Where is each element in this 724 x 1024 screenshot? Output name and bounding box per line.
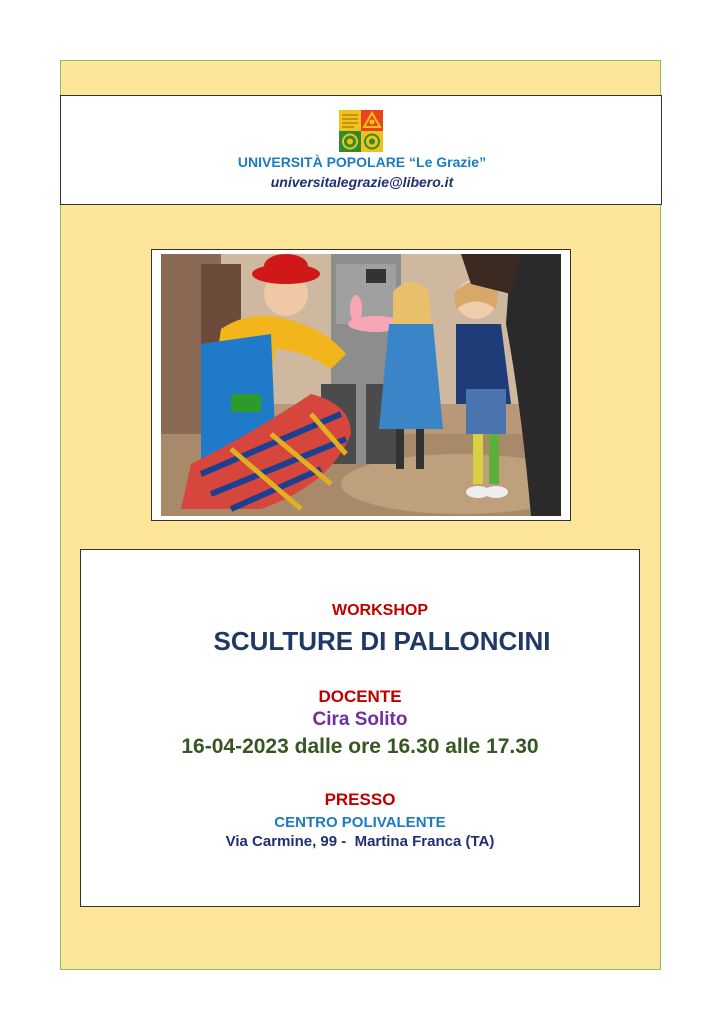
venue-label: PRESSO <box>324 790 396 809</box>
venue-name: CENTRO POLIVALENTE <box>274 814 446 831</box>
teacher-label: DOCENTE <box>318 687 402 706</box>
venue-address: Via Carmine, 99 - Martina Franca (TA) <box>225 833 495 850</box>
event-title: SCULTURE DI PALLONCINI <box>213 626 551 656</box>
organization-name: UNIVERSITÀ POPOLARE “Le Grazie” <box>237 154 487 170</box>
event-kind: WORKSHOP <box>332 602 428 619</box>
teacher-name: Cira Solito <box>312 709 408 730</box>
organization-email[interactable]: universitalegrazie@libero.it <box>270 174 454 190</box>
university-logo-icon <box>339 110 383 152</box>
clown-balloon-photo <box>161 254 561 516</box>
event-datetime: 16-04-2023 dalle ore 16.30 alle 17.30 <box>181 735 539 758</box>
